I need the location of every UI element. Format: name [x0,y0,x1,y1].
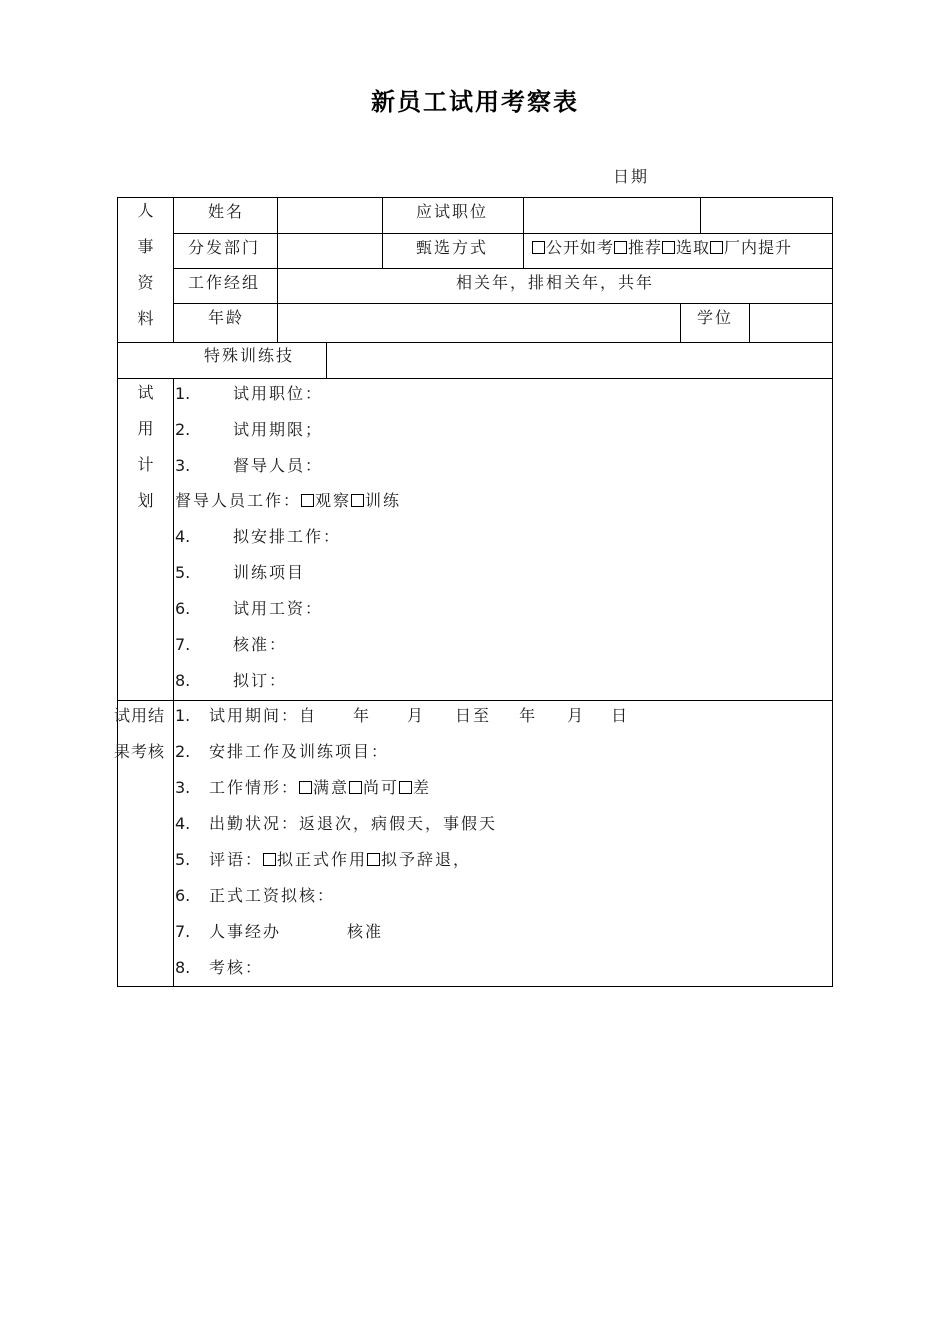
special-training-field[interactable] [327,343,832,378]
checkbox-icon [349,781,362,794]
result-item-1: 1. 试用期间：自 年 月 日至 年 月 日 [175,706,630,725]
degree-label: 学位 [697,308,734,327]
experience-label: 工作经组 [188,273,261,292]
plan-item-5: 5. 训练项目 [175,563,306,582]
plan-item-8: 8. 拟订： [175,671,288,690]
experience-text: 相关年，排相关年，共年 [456,273,655,292]
divider [173,268,833,269]
plan-item-2: 2. 试用期限； [175,420,324,439]
position-field[interactable] [524,198,700,233]
plan-item-3: 3. 督导人员： [175,456,324,475]
selection-label: 甄选方式 [416,238,489,257]
vertical-label-char: 资 [137,273,154,292]
work-option-satisfied[interactable]: 满意 [299,778,349,797]
result-item-7: 7. 人事经办 核准 [175,922,384,941]
vertical-label-char: 划 [137,491,154,510]
divider [117,700,833,701]
vertical-label-char: 料 [137,309,154,328]
checkbox-icon [532,241,545,254]
section-label-trial-result-1: 试用结 [114,706,166,725]
vertical-label-char: 试 [137,383,154,402]
result-item-8: 8. 考核： [175,958,264,977]
department-label: 分发部门 [188,238,261,257]
vertical-label-char: 事 [137,237,154,256]
table-border-bottom [117,986,833,987]
selection-option-recommend[interactable]: 推荐 [614,238,662,257]
checkbox-icon [614,241,627,254]
result-item-5: 5. 评语： 拟正式作用 拟予辞退， [175,850,472,869]
plan-item-4: 4. 拟安排工作： [175,527,342,546]
checkbox-icon [367,853,380,866]
selection-options [532,238,832,258]
vertical-label-text [118,193,173,337]
vertical-label-text [118,375,173,519]
vertical-label-char: 用 [137,419,154,438]
divider [173,233,833,234]
work-option-poor[interactable]: 差 [399,778,431,797]
name-label: 姓名 [208,202,245,221]
comment-option-dismiss[interactable]: 拟予辞退， [367,850,471,869]
checkbox-icon [301,494,314,507]
checkbox-icon [662,241,675,254]
plan-item-1: 1. 试用职位： [175,384,324,403]
special-training-label: 特殊训练技 [204,346,295,365]
checkbox-icon [263,853,276,866]
divider [382,197,383,268]
vertical-label-char: 计 [137,455,154,474]
result-item-4: 4. 出勤状况：返退次，病假天，事假天 [175,814,498,833]
age-field[interactable] [278,304,680,342]
supervisor-option-train[interactable]: 训练 [351,491,401,510]
department-field[interactable] [278,234,382,268]
result-item-3: 3. 工作情形： 满意 尚可 差 [175,778,432,797]
selection-option-select[interactable]: 选取 [662,238,710,257]
divider [117,378,833,379]
checkbox-icon [299,781,312,794]
work-option-fair[interactable]: 尚可 [349,778,399,797]
date-label: 日期 [613,167,650,186]
supervisor-option-observe[interactable]: 观察 [301,491,351,510]
divider [173,378,174,986]
selection-option-internal-promotion[interactable]: 厂内提升 [710,238,792,257]
divider [680,303,681,342]
page-title: 新员工试用考察表 [371,87,579,116]
result-item-6: 6. 正式工资拟核： [175,886,336,905]
checkbox-icon [399,781,412,794]
position-extra-field[interactable] [701,198,832,233]
plan-item-6: 6. 试用工资： [175,599,324,618]
age-label: 年龄 [208,308,245,327]
position-label: 应试职位 [416,202,489,221]
supervisor-work-row: 督导人员工作： 观察 训练 [175,491,402,510]
section-label-personnel [118,193,173,337]
checkbox-icon [710,241,723,254]
section-label-trial-result-2: 果考核 [114,742,166,761]
vertical-label-char: 人 [137,201,154,220]
table-border-right [832,197,833,987]
name-field[interactable] [278,198,382,233]
comment-option-formal[interactable]: 拟正式作用 [263,850,367,869]
checkbox-icon [351,494,364,507]
section-label-trial-plan [118,375,173,519]
plan-item-7: 7. 核准： [175,635,288,654]
result-item-2: 2. 安排工作及训练项目： [175,742,390,761]
selection-option-open-exam[interactable]: 公开如考 [532,238,614,257]
degree-field[interactable] [750,304,832,342]
divider [173,197,174,342]
